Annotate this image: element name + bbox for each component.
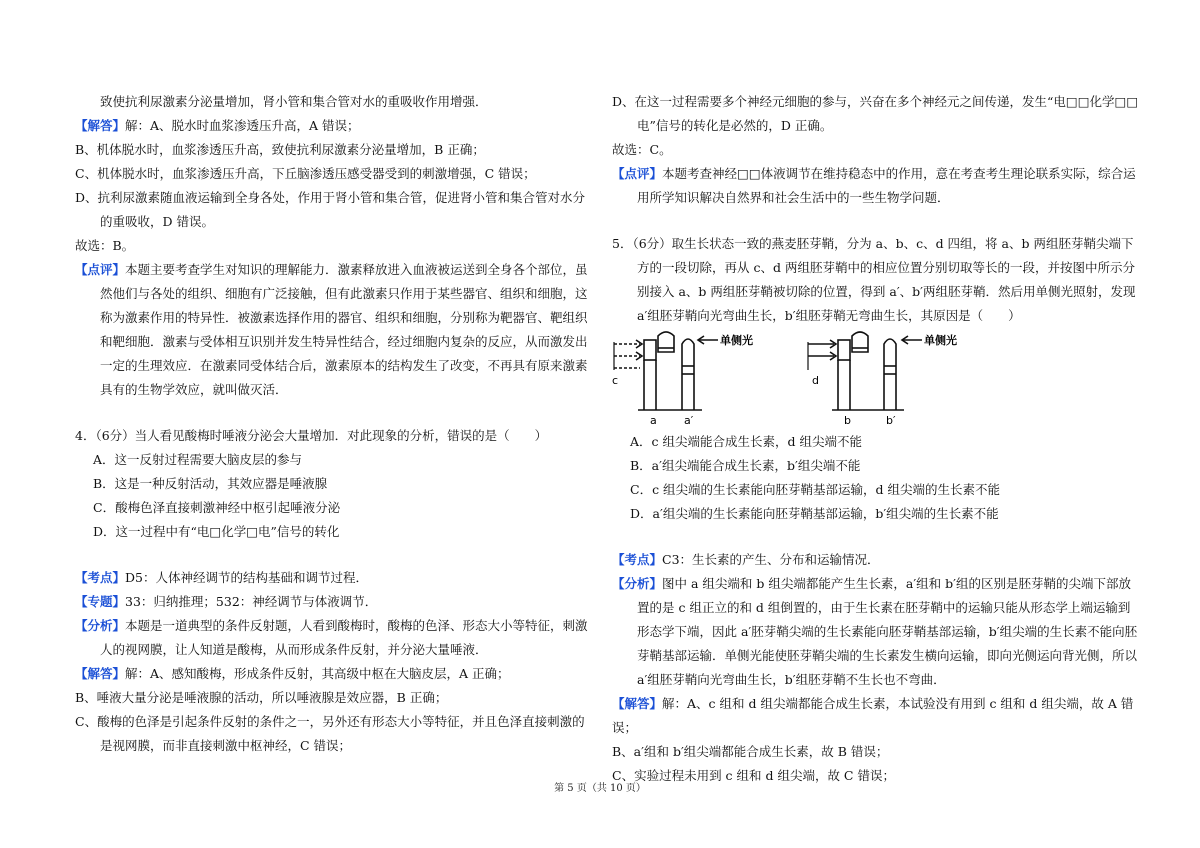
paragraph: C、酸梅的色泽是引起条件反射的条件之一，另外还有形态大小等特征，并且色泽直接刺激的是视网膜，而非直接刺激中枢神经，C 错误； bbox=[75, 714, 585, 753]
paragraph: C、实验过程未用到 c 组和 d 组尖端，故 C 错误； bbox=[612, 768, 895, 783]
answer-paragraph bbox=[75, 114, 595, 138]
question-4-option-a: A．这一反射过程需要大脑皮层的参与 bbox=[93, 452, 303, 467]
figure-label-c: c bbox=[612, 374, 619, 387]
comment-tag: 【点评】 bbox=[612, 166, 663, 181]
answer-text: 解：A、脱水时血浆渗透压升高，A 错误； bbox=[125, 118, 360, 133]
figure-label-a-prime: a′ bbox=[684, 414, 694, 427]
answer-text: 解：A、c 组和 d 组尖端都能合成生长素，本试验没有用到 c 组和 d 组尖端，故 A 错误； bbox=[612, 696, 1134, 735]
knowledge-tag: 【考点】 bbox=[75, 570, 126, 585]
answer-tag: 【解答】 bbox=[612, 696, 663, 711]
figure-group-right bbox=[808, 332, 922, 410]
comment-paragraph bbox=[612, 162, 1140, 210]
question-4: 4．（6分）当人看见酸梅时唾液分泌会大量增加．对此现象的分析，错误的是（ ） bbox=[75, 428, 548, 443]
coleoptile-experiment-figure bbox=[612, 330, 972, 428]
question-5-option-d: D．a′组尖端的生长素能向胚芽鞘基部运输，b′组尖端的生长素不能 bbox=[630, 506, 999, 521]
question-4-option-c: C．酸梅色泽直接刺激神经中枢引起唾液分泌 bbox=[93, 500, 341, 515]
knowledge-tag: 【考点】 bbox=[612, 552, 663, 567]
answer-paragraph bbox=[612, 692, 1140, 740]
question-5: 5．（6分）取生长状态一致的燕麦胚芽鞘，分为 a、b、c、d 四组，将 a、b 两组胚芽鞘尖端下方的一段切除，再从 c、d 两组胚芽鞘中的相应位置分别切取等长的一段，并按图中所示分别接入 a、b 两组胚芽鞘被切除的位置，得到 a′、b′两组胚芽鞘．然后用单侧光照射，发现 a′组胚芽鞘向光弯曲生长，b′组胚芽鞘无弯曲生长，其原因是（ ） bbox=[612, 236, 1136, 323]
knowledge-text: D5：人体神经调节的结构基础和调节过程． bbox=[125, 570, 368, 585]
right-column bbox=[612, 90, 1140, 788]
paragraph: 故选：B。 bbox=[75, 238, 135, 253]
figure-label-d: d bbox=[812, 374, 819, 387]
figure-label-light-left: 单侧光 bbox=[720, 334, 753, 347]
topic-tag: 【专题】 bbox=[75, 594, 126, 609]
analysis-tag: 【分析】 bbox=[75, 618, 126, 633]
knowledge-text: C3：生长素的产生、分布和运输情况． bbox=[662, 552, 880, 567]
figure-label-a: a bbox=[650, 414, 657, 427]
figure-group-left bbox=[614, 332, 718, 410]
question-5-option-a: A．c 组尖端能合成生长素，d 组尖端不能 bbox=[630, 434, 862, 449]
comment-tag: 【点评】 bbox=[75, 262, 126, 277]
question-5-option-c: C．c 组尖端的生长素能向胚芽鞘基部运输，d 组尖端的生长素不能 bbox=[630, 482, 1001, 497]
figure-label-b-prime: b′ bbox=[886, 414, 896, 427]
analysis-tag: 【分析】 bbox=[612, 576, 663, 591]
paragraph: D、抗利尿激素随血液运输到全身各处，作用于肾小管和集合管，促进肾小管和集合管对水分的重吸收，D 错误。 bbox=[75, 190, 586, 229]
topic-text: 33：归纳推理；532：神经调节与体液调节． bbox=[125, 594, 378, 609]
page-footer: 第 5 页（共 10 页） bbox=[554, 783, 646, 794]
analysis-text: 图中 a 组尖端和 b 组尖端都能产生生长素，a′组和 b′组的区别是胚芽鞘的尖端下部放置的是 c 组正立的和 d 组倒置的，由于生长素在胚芽鞘中的运输只能从形态学上端运输到形态学下端，因此 a′胚芽鞘尖端的生长素能向胚芽鞘基部运输，b′组尖端的生长素不能向胚芽鞘基部运输．单侧光能使胚芽鞘尖端的生长素发生横向运输，即向光侧运向背光侧，所以 a′组胚芽鞘向光弯曲生长，b′组胚芽鞘不生长也不弯曲． bbox=[637, 576, 1138, 687]
knowledge-point bbox=[612, 548, 1140, 572]
answer-tag: 【解答】 bbox=[75, 666, 126, 681]
analysis bbox=[75, 614, 595, 662]
analysis bbox=[612, 572, 1140, 692]
paragraph: B、机体脱水时，血浆渗透压升高，致使抗利尿激素分泌量增加，B 正确； bbox=[75, 142, 485, 157]
paragraph: 致使抗利尿激素分泌量增加，肾小管和集合管对水的重吸收作用增强． bbox=[100, 94, 488, 109]
question-5-option-b: B．a′组尖端能合成生长素，b′组尖端不能 bbox=[630, 458, 861, 473]
paragraph: B、a′组和 b′组尖端都能合成生长素，故 B 错误； bbox=[612, 744, 889, 759]
question-4-option-b: B．这是一种反射活动，其效应器是唾液腺 bbox=[93, 476, 328, 491]
comment-text: 本题主要考查学生对知识的理解能力．激素释放进入血液被运送到全身各个部位，虽然他们与各处的组织、细胞有广泛接触，但有此激素只作用于某些器官、组织和细胞，这称为激素作用的特异性．被激素选择作用的器官、组织和细胞，分别称为靶器官、靶组织和靶细胞．激素与受体相互识别并发生特异性结合，经过细胞内复杂的反应，从而激发出一定的生理效应．在激素同受体结合后，激素原本的结构发生了改变，不再具有原来激素具有的生物学效应，就叫做灭活． bbox=[100, 262, 588, 397]
paragraph: 故选：C。 bbox=[612, 142, 672, 157]
answer-tag: 【解答】 bbox=[75, 118, 126, 133]
figure-label-light-right: 单侧光 bbox=[924, 334, 957, 347]
answer-text: 解：A、感知酸梅，形成条件反射，其高级中枢在大脑皮层，A 正确； bbox=[125, 666, 510, 681]
comment-paragraph bbox=[75, 258, 595, 402]
analysis-text: 本题是一道典型的条件反射题，人看到酸梅时，酸梅的色泽、形态大小等特征，刺激人的视网膜，让人知道是酸梅，从而形成条件反射，并分泌大量唾液． bbox=[100, 618, 588, 657]
comment-text: 本题考查神经□□体液调节在维持稳态中的作用，意在考查考生理论联系实际，综合运用所学知识解决自然界和社会生活中的一些生物学问题． bbox=[637, 166, 1136, 205]
paragraph: D、在这一过程需要多个神经元细胞的参与，兴奋在多个神经元之间传递，发生“电□□化学□□电”信号的转化是必然的，D 正确。 bbox=[612, 94, 1139, 133]
knowledge-point bbox=[75, 566, 595, 590]
question-4-option-d: D．这一过程中有“电□化学□电”信号的转化 bbox=[93, 524, 340, 539]
answer-paragraph bbox=[75, 662, 595, 686]
paragraph: B、唾液大量分泌是唾液腺的活动，所以唾液腺是效应器，B 正确； bbox=[75, 690, 448, 705]
paragraph: C、机体脱水时，血浆渗透压升高，下丘脑渗透压感受器受到的刺激增强，C 错误； bbox=[75, 166, 536, 181]
topic bbox=[75, 590, 595, 614]
figure-label-b: b bbox=[844, 414, 851, 427]
left-column bbox=[75, 90, 595, 758]
